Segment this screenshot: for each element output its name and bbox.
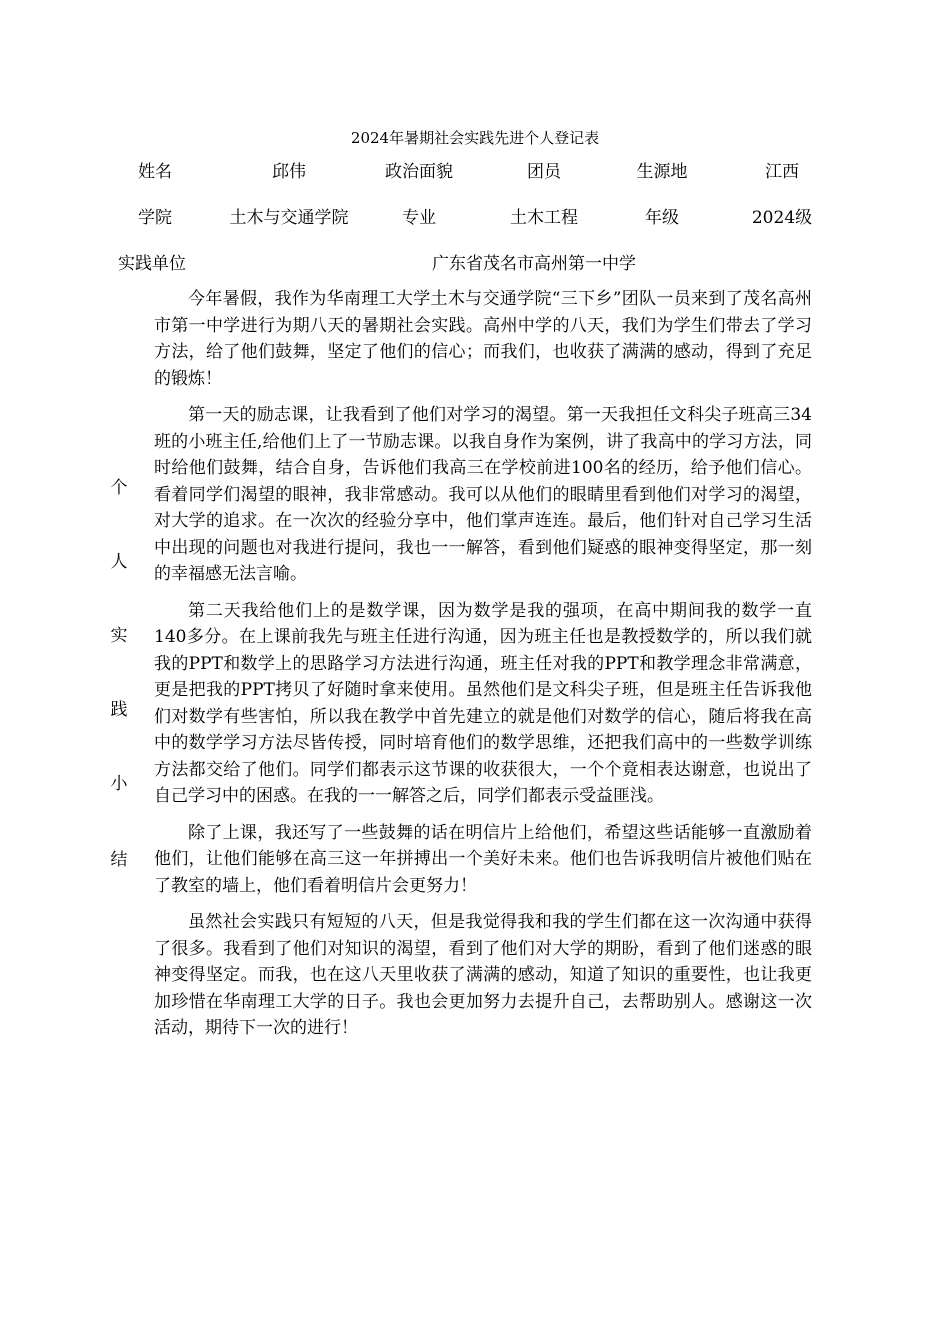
side-label-char: 结 bbox=[110, 850, 128, 870]
practice-unit-label: 实践单位 bbox=[118, 254, 186, 274]
practice-summary bbox=[154, 286, 812, 1052]
college-value: 土木与交通学院 bbox=[229, 208, 349, 228]
summary-paragraph: 除了上课，我还写了一些鼓舞的话在明信片上给他们，希望这些话能够一直激励着他们，让他们能够在高三这一年拼搏出一个美好未来。他们也告诉我明信片被他们贴在了教室的墙上，他们看着明信片会更努力！ bbox=[154, 822, 812, 896]
summary-paragraph: 第二天我给他们上的是数学课，因为数学是我的强项，在高中期间我的数学一直140多分。在上课前我先与班主任进行沟通，因为班主任也是教授数学的，所以我们就我的PPT和数学上的思路学习方法进行沟通，班主任对我的PPT和教学理念非常满意，更是把我的PPT拷贝了好随时拿来使用。虽然他们是文科尖子班，但是班主任告诉我他们对数学有些害怕，所以我在教学中首先建立的就是他们对数学的信心，随后将我在高中的数学学习方法尽皆传授，同时培育他们的数学思维，还把我们高中的一些数学训练方法都交给了他们。同学们都表示这节课的收获很大，一个个竟相表达谢意，也说出了自己学习中的困惑。在我的一一解答之后，同学们都表示受益匪浅。 bbox=[154, 600, 812, 806]
practice-unit-value: 广东省茂名市高州第一中学 bbox=[432, 254, 636, 274]
side-label-char: 小 bbox=[110, 774, 128, 794]
grade-label: 年级 bbox=[645, 208, 679, 228]
origin-label: 生源地 bbox=[636, 162, 688, 182]
summary-paragraph: 今年暑假，我作为华南理工大学土木与交通学院“三下乡”团队一员来到了茂名高州市第一中学进行为期八天的暑期社会实践。高州中学的八天，我们为学生们带去了学习方法，给了他们鼓舞，坚定了他们的信心；而我们，也收获了满满的感动，得到了充足的锻炼！ bbox=[154, 289, 812, 389]
political-status-label: 政治面貌 bbox=[385, 162, 453, 182]
document-title: 2024年暑期社会实践先进个人登记表 bbox=[350, 129, 600, 147]
name-label: 姓名 bbox=[138, 162, 172, 182]
side-label-char: 人 bbox=[110, 552, 128, 572]
major-label: 专业 bbox=[402, 208, 436, 228]
major-value: 土木工程 bbox=[510, 208, 578, 228]
grade-value: 2024级 bbox=[751, 208, 813, 228]
political-status-value: 团员 bbox=[527, 162, 561, 182]
origin-value: 江西 bbox=[765, 162, 799, 182]
name-value: 邱伟 bbox=[272, 162, 306, 182]
side-label-char: 践 bbox=[110, 700, 128, 720]
side-label-char: 个 bbox=[110, 478, 128, 498]
summary-paragraph: 第一天的励志课，让我看到了他们对学习的渴望。第一天我担任文科尖子班高三34班的小班主任,给他们上了一节励志课。以我自身作为案例，讲了我高中的学习方法，同时给他们鼓舞，结合自身，告诉他们我高三在学校前进100名的经历，给予他们信心。看着同学们渴望的眼神，我非常感动。我可以从他们的眼睛里看到他们对学习的渴望，对大学的追求。在一次次的经验分享中，他们掌声连连。最后，他们针对自己学习生活中出现的问题也对我进行提问，我也一一解答，看到他们疑惑的眼神变得坚定，那一刻的幸福感无法言喻。 bbox=[154, 405, 812, 584]
college-label: 学院 bbox=[138, 208, 172, 228]
summary-paragraph: 虽然社会实践只有短短的八天，但是我觉得我和我的学生们都在这一次沟通中获得了很多。我看到了他们对知识的渴望，看到了他们对大学的期盼，看到了他们迷惑的眼神变得坚定。而我，也在这八天里收获了满满的感动，知道了知识的重要性，也让我更加珍惜在华南理工大学的日子。我也会更加努力去提升自己，去帮助别人。感谢这一次活动，期待下一次的进行！ bbox=[154, 912, 812, 1038]
side-label-char: 实 bbox=[110, 626, 128, 646]
